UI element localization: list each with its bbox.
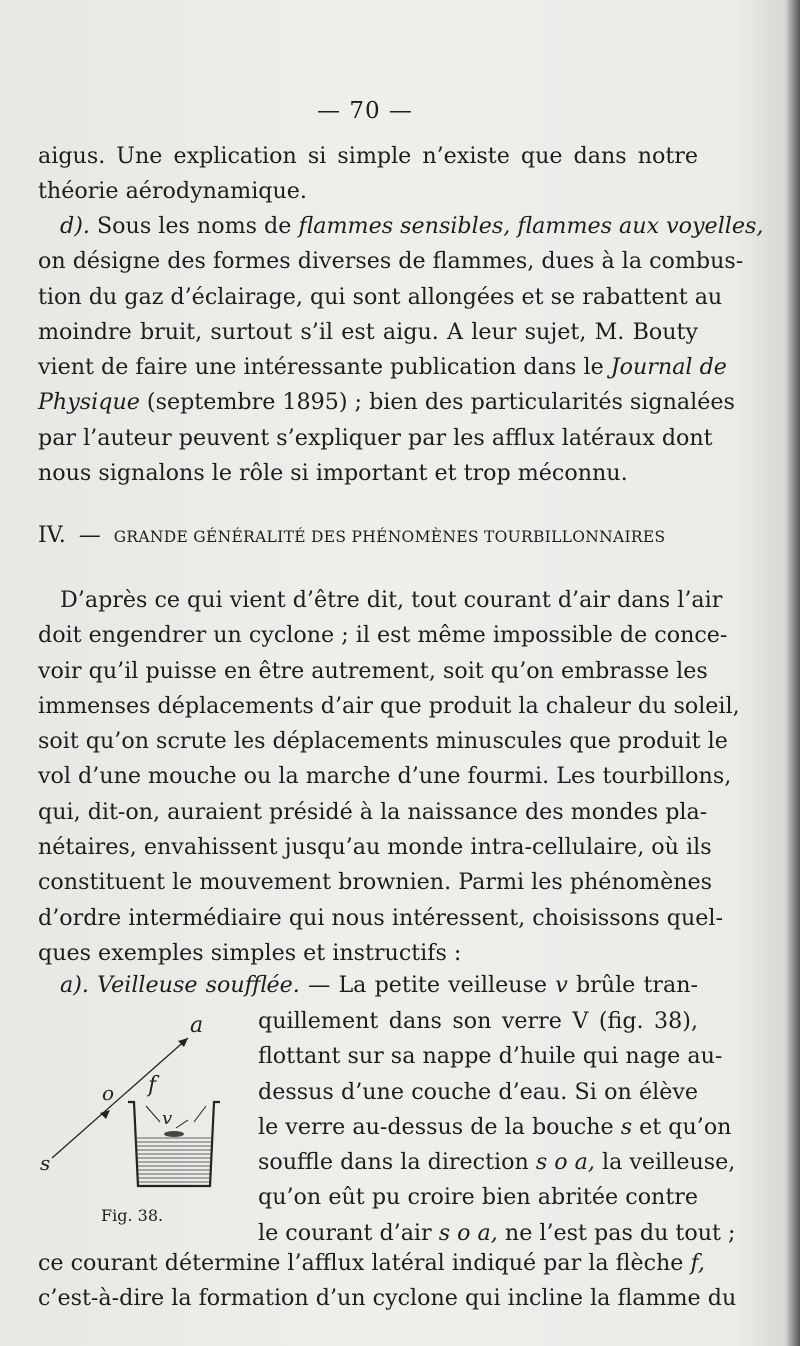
text-line	[38, 385, 735, 420]
label-o: o	[102, 1081, 115, 1105]
symbol-soa: s o a,	[438, 1219, 498, 1246]
paragraph-a-first-line	[38, 968, 698, 1003]
text-line	[38, 350, 727, 385]
text-line: immenses déplacements d’air que produit la chaleur du soleil,	[38, 692, 740, 719]
text-line: constituent le mouvement brownien. Parmi les phénomènes	[38, 869, 713, 896]
text-line: ques exemples simples et instructifs :	[38, 939, 462, 966]
text-run: La petite veilleuse	[338, 972, 548, 998]
text-line	[38, 209, 764, 244]
text-run: (septembre 1895) ; bien des particularités signalées	[146, 389, 735, 416]
text-run: vient de faire une intéressante publication dans le	[38, 354, 604, 381]
lateral-arrow-left	[146, 1106, 160, 1122]
text-run: ne l’est pas du tout ;	[504, 1219, 736, 1246]
text-line: d’ordre intermédiaire qui nous intéressent, choisissons quel-	[38, 904, 723, 931]
section-heading	[38, 523, 698, 548]
page-number: — 70 —	[317, 98, 413, 124]
italic-term: flammes sensibles,	[298, 213, 511, 239]
item-label: d).	[60, 213, 90, 239]
figure-wrap-text	[258, 1004, 736, 1251]
text-run: ce courant détermine l’afflux latéral indiqué par la flèche	[38, 1250, 684, 1276]
text-run: Sous les noms de	[96, 213, 292, 239]
text-line: théorie aérodynamique.	[38, 178, 307, 205]
page-edge-shadow	[786, 0, 800, 1346]
glass-outline	[128, 1102, 220, 1186]
text-line: nous signalons le rôle si important et trop méconnu.	[38, 460, 628, 487]
text-run: et qu’on	[639, 1113, 732, 1140]
text-line: flottant sur sa nappe d’huile qui nage au-	[258, 1043, 723, 1070]
figure-caption: Fig. 38.	[101, 1206, 164, 1225]
label-a: a	[190, 1013, 204, 1038]
symbol-soa: s o a,	[535, 1149, 595, 1176]
text-line: voir qu’il puisse en être autrement, soit qu’on embrasse les	[38, 657, 708, 684]
item-label: a).	[60, 972, 89, 998]
text-line: tion du gaz d’éclairage, qui sont allongées et se rabattent au	[38, 283, 723, 310]
text-run: le verre au-dessus de la bouche	[258, 1113, 614, 1140]
text-line: doit engendrer un cyclone ; il est même impossible de conce-	[38, 622, 728, 649]
symbol-s: s	[620, 1113, 633, 1140]
heading-dash: —	[78, 523, 101, 548]
section-numeral: IV.	[38, 523, 66, 548]
text-line: nétaires, envahissent jusqu’au monde intra-cellulaire, où ils	[38, 834, 712, 861]
italic-term: flammes aux voyelles,	[517, 213, 764, 239]
flame-direction	[176, 1120, 188, 1128]
text-line: dessus d’une couche d’eau. Si on élève	[258, 1078, 698, 1105]
veilleuse-float	[164, 1131, 184, 1137]
paragraph-a-continuation	[38, 1246, 737, 1317]
label-f: f	[148, 1073, 157, 1098]
text-line: qu’on eût pu croire bien abritée contre	[258, 1184, 698, 1211]
label-s: s	[40, 1151, 51, 1175]
text-run: le courant d’air	[258, 1219, 432, 1246]
text-line: quillement dans son verre V (fig. 38),	[258, 1008, 698, 1034]
text-line: D’après ce qui vient d’être dit, tout courant d’air dans l’air	[60, 587, 723, 613]
text-line: aigus. Une explication si simple n’existe que dans notre	[38, 143, 698, 169]
lateral-arrow-right	[194, 1106, 206, 1122]
journal-title: Physique	[38, 389, 140, 416]
text-line	[38, 968, 698, 1003]
text-run: brûle tran-	[575, 972, 699, 998]
paragraph-continuation	[38, 139, 698, 210]
label-v: v	[162, 1108, 173, 1129]
liquid-layers	[137, 1138, 211, 1182]
text-line	[38, 1246, 705, 1281]
journal-title: Journal de	[610, 354, 727, 381]
item-title: Veilleuse soufflée.	[97, 972, 300, 998]
text-run: —	[308, 972, 331, 998]
glass-inner	[134, 1102, 214, 1186]
paragraph-d	[38, 209, 764, 491]
text-line: vol d’une mouche ou la marche d’une fourmi. Les tourbillons,	[38, 763, 732, 790]
text-line: par l’auteur peuvent s’expliquer par les afflux latéraux dont	[38, 424, 713, 451]
air-current-line	[52, 1038, 188, 1158]
text-line: on désigne des formes diverses de flammes, dues à la combus-	[38, 248, 744, 275]
symbol-v: v	[555, 972, 568, 998]
text-line: moindre bruit, surtout s’il est aigu. A leur sujet, M. Bouty	[38, 318, 698, 345]
paragraph-main	[38, 583, 740, 971]
veilleuse-diagram	[38, 1010, 248, 1210]
text-line: c’est-à-dire la formation d’un cyclone qui incline la flamme du	[38, 1285, 737, 1312]
symbol-f: f,	[690, 1250, 705, 1276]
text-run: la veilleuse,	[602, 1149, 736, 1176]
text-line	[258, 1145, 736, 1180]
section-title: GRANDE GÉNÉRALITÉ DES PHÉNOMÈNES TOURBILLONNAIRES	[113, 528, 666, 546]
text-run: souffle dans la direction	[258, 1149, 529, 1176]
text-line: qui, dit-on, auraient présidé à la naissance des mondes pla-	[38, 798, 708, 825]
text-line	[258, 1110, 732, 1145]
text-line: soit qu’on scrute les déplacements minuscules que produit le	[38, 728, 728, 755]
